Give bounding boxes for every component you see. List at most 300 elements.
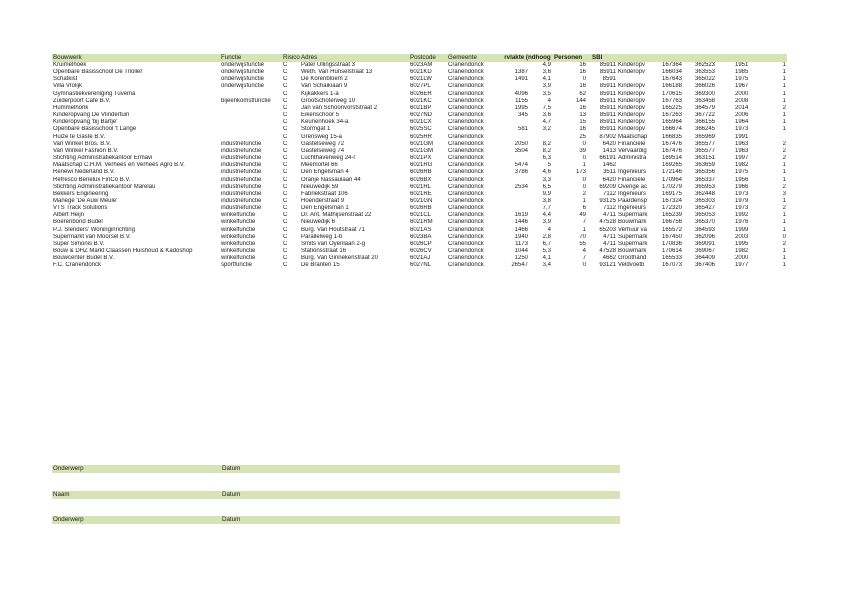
cell-oppervlakte: 1173 [515,240,528,247]
cell-risico: C [283,169,288,176]
cell-bouwjaar: 2000 [735,255,749,262]
cell-bouwhoogte: 6,7 [542,240,551,247]
cell-postcode: 6027PL [410,83,431,90]
cell-bouwjaar: 1982 [735,248,749,255]
cell-personen: 0 [582,176,586,183]
header-personen: Personen [554,54,583,61]
cell-sbi: 93121 [599,262,616,269]
cell-bouwlagen: 1 [782,219,786,226]
table-row [52,219,787,226]
table-row [52,248,787,255]
table-body [52,62,787,270]
cell-bouwhoogte: 9,9 [542,190,551,197]
cell-postcode: 6026RB [410,205,432,212]
cell-sbi: 85911 [599,112,616,119]
footer-bar-subject-2 [52,516,620,524]
cell-adres: Stationsstraat 16 [301,248,347,255]
cell-y-coord: 365337 [695,176,716,183]
cell-functie: onderwijsfunctie [221,76,265,83]
cell-x-coord: 166756 [662,219,683,226]
cell-x-coord: 167364 [662,62,683,68]
cell-sbi-omschrijving: Kinderopv [618,126,646,133]
table-row [52,69,787,76]
cell-gemeente: Cranendonck [448,62,484,68]
cell-risico: C [283,176,288,183]
cell-sbi: 3511 [603,169,616,176]
cell-postcode: 6021RG [410,162,433,169]
cell-personen: 1 [582,226,586,233]
cell-bouwwerk: Refresco Benelux FinCo B.V. [53,176,131,183]
cell-bouwjaar: 1995 [735,240,749,247]
cell-sbi: 1462 [602,162,616,169]
data-table [52,54,787,270]
cell-functie: winkelfunctie [221,226,256,233]
cell-bouwlagen: 1 [782,262,786,269]
cell-personen: 1 [582,197,586,204]
cell-sbi: 85911 [599,97,616,104]
cell-postcode: 6026RB [410,169,432,176]
footer-bar-name [52,491,620,499]
cell-x-coord: 170615 [662,90,683,97]
cell-risico: C [283,155,288,162]
cell-bouwhoogte: 6,3 [542,155,551,162]
cell-sbi: 85911 [599,69,616,76]
cell-postcode: 6021AS [410,226,432,233]
cell-sbi-omschrijving: Maatschap [618,133,648,140]
cell-bouwhoogte: 3,5 [542,90,551,97]
cell-personen: 1 [582,162,586,169]
cell-x-coord: 172320 [662,205,683,212]
cell-y-coord: 366245 [695,126,716,133]
cell-gemeente: Cranendonck [448,233,484,240]
cell-bouwlagen: 1 [782,119,786,126]
cell-sbi: 4711 [603,240,616,247]
cell-x-coord: 166188 [662,83,683,90]
cell-risico: C [283,183,288,190]
header-sbi: SBI [592,54,603,61]
cell-oppervlakte: 1044 [514,248,528,255]
cell-sbi: 69209 [599,183,616,190]
cell-gemeente: Cranendonck [448,126,484,133]
cell-risico: C [283,76,288,83]
cell-sbi-omschrijving: Kinderopv [618,69,646,76]
cell-bouwhoogte: 5,3 [542,248,551,255]
cell-y-coord: 365022 [695,76,716,83]
cell-y-coord: 369091 [695,240,716,247]
cell-gemeente: Cranendonck [448,112,484,119]
cell-x-coord: 165572 [662,226,683,233]
cell-bouwlagen: 1 [782,83,786,90]
table-row [52,198,787,205]
cell-bouwhoogte: 4,4 [542,212,551,219]
footer-value: Datum [222,491,241,498]
cell-postcode: 6026CP [410,240,432,247]
cell-sbi: 65203 [599,226,616,233]
cell-y-coord: 365370 [695,219,716,226]
cell-x-coord: 170964 [662,176,683,183]
cell-sbi: 87902 [599,133,616,140]
footer-value: Datum [222,465,241,472]
cell-risico: C [283,97,288,104]
cell-bouwjaar: 1997 [735,155,749,162]
table-row [52,255,787,262]
cell-functie: industriefunctie [221,176,262,183]
cell-risico: C [283,119,288,126]
cell-sbi: 85911 [599,62,616,68]
cell-personen: 13 [579,112,586,119]
cell-risico: C [283,62,288,68]
cell-x-coord: 169175 [662,190,683,197]
cell-postcode: 6025RR [410,133,433,140]
cell-bouwlagen: 2 [782,104,786,111]
cell-oppervlakte: 581 [517,126,528,133]
table-row [52,126,787,133]
cell-gemeente: Cranendonck [448,248,484,255]
cell-adres: De Branten 15 [301,262,340,269]
cell-sbi: 93125 [599,197,616,204]
cell-gemeente: Cranendonck [448,133,484,140]
cell-y-coord: 369300 [695,90,716,97]
cell-gemeente: Cranendonck [448,147,484,154]
cell-y-coord: 364409 [695,255,716,262]
table-row [52,141,787,148]
header-adres: Adres [301,54,318,61]
cell-bouwlagen: 1 [782,76,786,83]
cell-sbi-omschrijving: Ingenieurs [618,190,647,197]
cell-sbi-omschrijving: Administra [618,155,647,162]
cell-postcode: 6021RM [410,219,433,226]
cell-personen: 0 [582,262,586,269]
cell-postcode: 6021BP [410,104,432,111]
cell-postcode: 6026CV [410,248,432,255]
cell-bouwhoogte: 5 [547,162,551,169]
cell-bouwjaar: 1985 [735,69,749,76]
cell-bouwhoogte: 4,7 [542,119,551,126]
table-row [52,91,787,98]
cell-oppervlakte: 2534 [514,183,528,190]
cell-bouwwerk: Gymnastiekvereniging Tuvema [53,90,136,97]
cell-bouwwerk: Van Winkel Bros. B.V. [53,140,112,147]
cell-sbi-omschrijving: Groothand [618,255,647,262]
cell-gemeente: Cranendonck [448,162,484,169]
cell-sbi: 1413 [602,147,616,154]
cell-personen: 39 [579,147,586,154]
cell-functie: onderwijsfunctie [221,69,265,76]
cell-postcode: 6021CL [410,212,432,219]
cell-bouwhoogte: 3,2 [542,126,551,133]
cell-risico: C [283,147,288,154]
cell-sbi-omschrijving: Kinderopv [618,90,646,97]
cell-sbi: 47528 [599,219,616,226]
cell-x-coord: 167476 [662,147,683,154]
cell-bouwwerk: Openbare Basisschool De Trioller [53,69,143,76]
cell-bouwwerk: Bouw & DHZ Markt Claassen Huishoud & Kadoshop [53,248,193,255]
cell-y-coord: 365969 [695,133,716,140]
table-row [52,177,787,184]
cell-adres: Fabriekstraat 106 [301,190,348,197]
cell-bouwjaar: 1982 [735,162,749,169]
cell-postcode: 6021AJ [410,255,431,262]
cell-y-coord: 366026 [695,83,716,90]
cell-adres: De Korenbloem 2 [301,76,348,83]
cell-bouwhoogte: 3,3 [542,176,551,183]
cell-personen: 62 [579,90,586,97]
cell-y-coord: 362448 [695,190,716,197]
cell-x-coord: 166674 [662,126,683,133]
cell-y-coord: 369067 [695,248,716,255]
cell-personen: 0 [582,140,586,147]
cell-x-coord: 167263 [662,112,683,119]
cell-personen: 16 [579,83,586,90]
cell-bouwjaar: 1977 [735,262,749,269]
cell-risico: C [283,133,288,140]
cell-bouwwerk: Van Winkel Fashion B.V. [53,147,119,154]
cell-x-coord: 167324 [662,197,683,204]
cell-postcode: 6021RL [410,183,432,190]
cell-sbi: 66191 [599,155,616,162]
cell-bouwhoogte: 4,9 [542,62,551,68]
cell-sbi-omschrijving: Overige ac [618,183,648,190]
cell-oppervlakte: 5474 [514,162,528,169]
cell-functie: sportfunctie [221,262,253,269]
cell-gemeente: Cranendonck [448,176,484,183]
cell-postcode: 6021RE [410,190,432,197]
cell-risico: C [283,219,288,226]
cell-personen: 16 [579,62,586,68]
cell-bouwhoogte: 8,2 [542,147,551,154]
cell-risico: C [283,197,288,204]
header-risico: Risico [283,54,300,61]
cell-postcode: 6021GN [410,197,433,204]
cell-personen: 0 [582,155,586,162]
cell-bouwlagen: 1 [782,255,786,262]
table-row [52,162,787,169]
cell-postcode: 6026ER [410,90,432,97]
cell-bouwhoogte: 3,9 [542,83,551,90]
cell-x-coord: 172146 [662,169,683,176]
cell-y-coord: 363553 [695,69,716,76]
cell-gemeente: Cranendonck [448,197,484,204]
cell-oppervlakte: 345 [517,112,528,119]
table-row [52,134,787,141]
cell-risico: C [283,83,288,90]
cell-functie: winkelfunctie [221,219,256,226]
cell-adres: Smits van Oyenlaan 2-g [301,240,366,247]
header-postcode: Postcode [410,54,436,61]
cell-functie: industriefunctie [221,190,262,197]
cell-postcode: 6023BA [410,233,432,240]
cell-x-coord: 167073 [662,262,683,269]
cell-gemeente: Cranendonck [448,97,484,104]
cell-postcode: 6021PX [410,155,432,162]
cell-sbi-omschrijving: Bouwmark [618,219,647,226]
table-row [52,212,787,219]
table-row [52,119,787,126]
cell-bouwlagen: 1 [782,62,786,68]
cell-adres: Hoenderstraat 9 [301,197,345,204]
cell-bouwjaar: 1966 [735,183,749,190]
cell-x-coord: 170836 [662,240,683,247]
cell-postcode: 6021CX [410,119,432,126]
cell-bouwjaar: 2000 [735,90,749,97]
cell-personen: 173 [575,169,586,176]
cell-sbi-omschrijving: Paardensp [618,197,648,204]
cell-adres: Den Engelsman 4 [301,169,349,176]
cell-sbi-omschrijving: Verhuur va [618,226,648,233]
cell-functie: industriefunctie [221,205,262,212]
cell-sbi-omschrijving: Kinderopv [618,83,646,90]
cell-sbi: 4711 [603,233,616,240]
cell-risico: C [283,69,288,76]
cell-bouwjaar: 1967 [735,83,749,90]
cell-bouwjaar: 1964 [735,119,749,126]
cell-y-coord: 365427 [695,205,716,212]
cell-y-coord: 364593 [695,226,716,233]
cell-adres: Grootschoterweg 10 [301,97,356,104]
cell-gemeente: Cranendonck [448,205,484,212]
footer-value: Datum [222,516,241,523]
cell-adres: Nieuwedijk 6 [301,219,336,226]
cell-postcode: 6025SC [410,126,432,133]
cell-oppervlakte: 1619 [514,212,528,219]
cell-gemeente: Cranendonck [448,240,484,247]
cell-bouwhoogte: 4 [547,226,551,233]
cell-bouwhoogte: 3,6 [542,112,551,119]
cell-bouwwerk: Super Simonis B.V. [53,240,105,247]
footer-label: Onderwerp [53,465,84,472]
cell-adres: Dr. Ant. Mathijsenstraat 22 [301,212,372,219]
cell-x-coord: 167643 [662,76,683,83]
cell-bouwjaar: 1963 [735,140,749,147]
cell-adres: Weth. Van Hunselstraat 13 [301,69,373,76]
cell-y-coord: 364579 [695,104,716,111]
cell-bouwjaar: 1999 [735,226,749,233]
cell-y-coord: 366155 [695,119,716,126]
cell-sbi-omschrijving: Supermark [618,233,648,240]
cell-bouwjaar: 1956 [735,176,749,183]
cell-bouwjaar: 2003 [735,233,749,240]
cell-postcode: 6027ND [410,112,433,119]
cell-oppervlakte: 2050 [514,140,528,147]
cell-bouwlagen: 2 [782,240,786,247]
table-row [52,105,787,112]
cell-bouwhoogte: 2,8 [542,233,551,240]
cell-postcode: 6026BX [410,176,432,183]
cell-personen: 4 [582,248,586,255]
cell-y-coord: 365356 [695,169,716,176]
cell-gemeente: Cranendonck [448,76,484,83]
cell-adres: Keunenhoek 34-a [301,119,349,126]
cell-gemeente: Cranendonck [448,119,484,126]
cell-bouwwerk: Boerenbond Budel [53,219,103,226]
cell-oppervlakte: 1466 [514,226,528,233]
cell-bouwjaar: 1963 [735,147,749,154]
cell-bouwjaar: 1992 [735,212,749,219]
cell-x-coord: 167476 [662,140,683,147]
cell-postcode: 6021GM [410,140,434,147]
cell-functie: industriefunctie [221,155,262,162]
cell-x-coord: 170279 [662,183,683,190]
cell-sbi: 85911 [599,83,616,90]
cell-gemeente: Cranendonck [448,190,484,197]
cell-adres: Gastelseweg 74 [301,147,345,154]
cell-bouwwerk: Huize te Gaste B.V. [53,133,106,140]
cell-bouwwerk: Openbare Basisschool 't Lange [53,126,137,133]
cell-bouwwerk: Kruimelhoek [53,62,87,68]
cell-bouwwerk: Maatschap C.H.M. Verhees en Verhees Agro B.V. [53,162,185,169]
cell-sbi: 4662 [602,255,616,262]
cell-risico: C [283,262,288,269]
cell-gemeente: Cranendonck [448,140,484,147]
cell-sbi-omschrijving: Kinderopv [618,112,646,119]
cell-bouwwerk: Renewi Nederland B.V. [53,169,115,176]
table-row [52,76,787,83]
cell-gemeente: Cranendonck [448,219,484,226]
cell-bouwjaar: 1951 [735,62,749,68]
cell-gemeente: Cranendonck [448,169,484,176]
cell-bouwlagen: 2 [782,140,786,147]
cell-gemeente: Cranendonck [448,83,484,90]
cell-sbi-omschrijving: Kinderopv [618,97,646,104]
cell-y-coord: 365053 [695,212,716,219]
cell-bouwwerk: Stichting Administratiekantoor Marelau [53,183,156,190]
cell-bouwjaar: 1991 [735,133,749,140]
cell-functie: onderwijsfunctie [221,83,265,90]
cell-gemeente: Cranendonck [448,212,484,219]
cell-y-coord: 362096 [695,233,716,240]
cell-personen: 70 [579,233,586,240]
cell-personen: 2 [582,190,586,197]
cell-functie: winkelfunctie [221,212,256,219]
table-row [52,148,787,155]
cell-functie: winkelfunctie [221,255,256,262]
cell-postcode: 6021KD [410,69,432,76]
cell-bouwlagen: 1 [782,176,786,183]
cell-adres: Oranje Nassaulaan 44 [301,176,361,183]
cell-postcode: 6021GM [410,147,434,154]
table-row [52,98,787,105]
cell-bouwlagen: 1 [782,197,786,204]
header-functie: Functie [221,54,242,61]
cell-adres: Luchthavenweg 24-r [301,155,356,162]
cell-sbi-omschrijving: Kinderopv [618,62,646,68]
cell-bouwjaar: 1976 [735,219,749,226]
cell-personen: 0 [582,183,586,190]
cell-y-coord: 367406 [695,262,716,269]
cell-functie: industriefunctie [221,140,262,147]
cell-personen: 16 [579,126,586,133]
cell-oppervlakte: 1940 [514,233,528,240]
cell-bouwlagen: 2 [782,183,786,190]
cell-sbi-omschrijving: Supermark [618,240,648,247]
cell-personen: 7 [582,219,586,226]
table-header-row [52,54,787,62]
cell-sbi-omschrijving: Ingenieurs [618,169,647,176]
cell-gemeente: Cranendonck [448,262,484,269]
table-row [52,262,787,269]
cell-bouwjaar: 1975 [735,76,749,83]
cell-x-coord: 165225 [662,104,683,111]
header-gemeente: Gemeente [448,54,477,61]
cell-x-coord: 170614 [662,248,683,255]
cell-bouwlagen: 3 [782,190,786,197]
cell-sbi: 85911 [599,126,616,133]
cell-bouwwerk: Kinderopvang De Vlindertuin [53,112,130,119]
cell-bouwjaar: 1973 [735,126,749,133]
cell-adres: Nieuwedijk 59 [301,183,339,190]
cell-adres: Gastelseweg 72 [301,140,345,147]
cell-personen: 144 [575,97,586,104]
